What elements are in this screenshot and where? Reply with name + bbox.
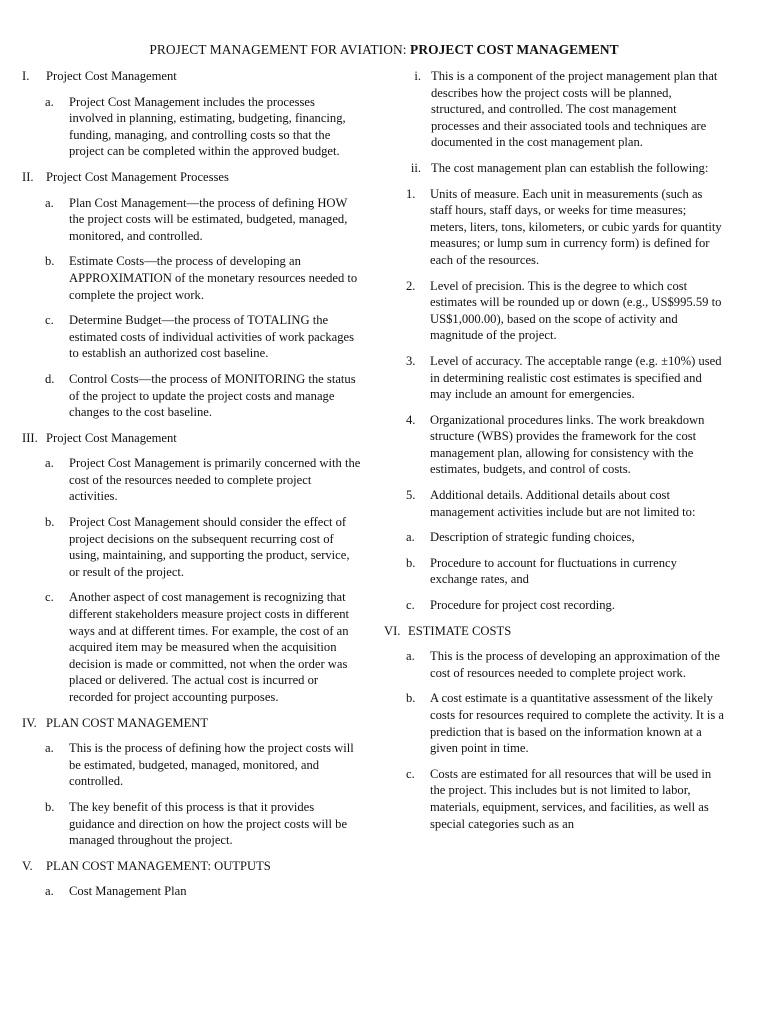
list-item xyxy=(384,160,724,177)
item-text: Another aspect of cost management is recognizing that different stakeholders measure project costs in different ways and at different times. For example, the cost of an acquired item may be measured when the acquisition decision is made or committed, not when the order was placed or delivered. The actual cost is incurred or recorded for project accounting purposes. xyxy=(69,590,349,704)
item-letter: c. xyxy=(406,598,415,613)
item-letter: b. xyxy=(45,799,55,814)
section-numeral: VI. xyxy=(384,623,401,638)
list-item xyxy=(384,353,724,403)
section-title: Project Cost Management Processes xyxy=(46,169,229,184)
right-column xyxy=(384,68,724,841)
section-heading xyxy=(22,715,362,732)
list-item xyxy=(384,487,724,520)
section-heading xyxy=(22,430,362,447)
item-text: Description of strategic funding choices, xyxy=(430,530,635,545)
list-item xyxy=(22,514,362,580)
item-text: Costs are estimated for all resources that will be used in the project. This includes but is not limited to labor, materials, equipment, services, and facilities, as well as special categories such as an xyxy=(430,766,712,831)
item-numeral: ii. xyxy=(410,160,421,175)
item-letter: d. xyxy=(45,371,55,386)
list-item xyxy=(22,799,362,849)
list-item xyxy=(384,412,724,478)
item-letter: a. xyxy=(45,195,54,210)
item-letter: a. xyxy=(45,456,54,471)
list-item xyxy=(384,690,724,756)
item-text: This is the process of developing an approximation of the cost of resources needed to complete project work. xyxy=(430,649,720,680)
list-item xyxy=(384,186,724,269)
list-item xyxy=(22,94,362,160)
section-title: PLAN COST MANAGEMENT xyxy=(46,715,209,730)
section-heading xyxy=(384,623,724,640)
list-item xyxy=(22,312,362,362)
item-letter: a. xyxy=(45,741,54,756)
list-item xyxy=(22,740,362,790)
item-text: Control Costs—the process of MONITORING the status of the project to update the project costs and manage changes to the cost baseline. xyxy=(69,371,356,420)
list-item xyxy=(384,648,724,681)
list-item xyxy=(384,597,724,614)
item-letter: c. xyxy=(406,766,415,781)
list-item xyxy=(384,529,724,546)
section-numeral: I. xyxy=(22,69,30,83)
list-item xyxy=(384,278,724,344)
item-text: Determine Budget—the process of TOTALING the estimated costs of individual activities of work packages to establish an authorized cost baseline. xyxy=(69,313,355,361)
section-numeral: II. xyxy=(22,169,34,184)
item-text: Cost Management Plan xyxy=(69,884,187,899)
list-item xyxy=(384,68,724,151)
list-item xyxy=(22,195,362,245)
item-letter: b. xyxy=(406,691,416,706)
section-numeral: V. xyxy=(22,858,33,873)
item-letter: b. xyxy=(45,515,55,530)
section-title: Project Cost Management xyxy=(46,69,177,83)
list-item xyxy=(22,589,362,705)
page-title xyxy=(0,42,768,59)
item-text: The key benefit of this process is that it provides guidance and direction on how the project costs will be managed throughout the project. xyxy=(69,799,348,848)
item-text: The cost management plan can establish the following: xyxy=(431,160,709,175)
section-heading xyxy=(22,858,362,875)
item-text: Plan Cost Management—the process of defining HOW the project costs will be estimated, budgeted, managed, monitored, and controlled. xyxy=(69,195,348,243)
item-numeral: i. xyxy=(414,69,421,83)
section-title: PLAN COST MANAGEMENT: OUTPUTS xyxy=(46,858,271,873)
item-number: 5. xyxy=(406,488,416,503)
item-text: Project Cost Management is primarily concerned with the cost of the resources needed to complete project activities. xyxy=(69,456,361,504)
item-letter: a. xyxy=(406,530,415,545)
item-number: 3. xyxy=(406,353,416,368)
title-bold: PROJECT COST MANAGEMENT xyxy=(410,42,619,57)
item-text: Level of accuracy. The acceptable range (e.g. ±10%) used in determining realistic cost estimates is specified and may include an amount for emergencies. xyxy=(430,353,722,402)
item-text: Procedure to account for fluctuations in currency exchange rates, and xyxy=(430,555,677,587)
section-title: ESTIMATE COSTS xyxy=(408,623,512,638)
section-numeral: III. xyxy=(22,430,38,445)
item-text: This is the process of defining how the project costs will be estimated, budgeted, managed, monitored, and controlled. xyxy=(69,741,354,789)
section-title: Project Cost Management xyxy=(46,430,177,445)
item-letter: c. xyxy=(45,590,54,605)
list-item xyxy=(22,253,362,303)
left-column xyxy=(22,68,362,909)
list-item xyxy=(22,371,362,421)
item-text: Units of measure. Each unit in measurements (such as staff hours, staff days, or weeks for time measures; meters, liters, tons, kilometers, or cubic yards for quantity measures; or lump sum in currency form) is defined for each of the resources. xyxy=(430,186,722,267)
item-text: Estimate Costs—the process of developing an APPROXIMATION of the monetary resources needed to complete the project work. xyxy=(69,254,358,302)
item-text: Organizational procedures links. The work breakdown structure (WBS) provides the framework for the cost management plan, allowing for consistency with the estimates, budgets, and control of costs. xyxy=(430,412,705,477)
list-item xyxy=(22,455,362,505)
item-text: Project Cost Management includes the processes involved in planning, estimating, budgeting, financing, funding, managing, and controlling costs so that the project can be completed within the approved budget. xyxy=(69,94,346,159)
item-number: 4. xyxy=(406,412,416,427)
item-text: A cost estimate is a quantitative assessment of the likely costs for resources required to complete the activity. It is a prediction that is based on the information known at a given point in time. xyxy=(430,691,724,756)
item-number: 1. xyxy=(406,186,416,201)
list-item xyxy=(22,883,362,900)
section-heading xyxy=(22,169,362,186)
list-item xyxy=(384,766,724,832)
item-letter: c. xyxy=(45,313,54,328)
item-text: Project Cost Management should consider the effect of project decisions on the subsequent recurring cost of using, maintaining, and supporting the product, service, or result of the project. xyxy=(69,515,350,579)
item-letter: b. xyxy=(45,254,55,269)
item-text: This is a component of the project management plan that describes how the project costs will be planned, structured, and controlled. The cost management processes and their associated tools and techniques are documented in the cost management plan. xyxy=(431,69,718,150)
item-letter: a. xyxy=(406,649,415,664)
item-text: Procedure for project cost recording. xyxy=(430,598,615,613)
item-letter: a. xyxy=(45,94,54,109)
item-number: 2. xyxy=(406,278,416,293)
list-item xyxy=(384,555,724,588)
title-prefix: PROJECT MANAGEMENT FOR AVIATION: xyxy=(149,42,407,57)
section-numeral: IV. xyxy=(22,715,37,730)
item-text: Level of precision. This is the degree to which cost estimates will be rounded up or down (e.g., US$995.59 to US$1,000.00), based on the scope of activity and magnitude of the project. xyxy=(430,278,722,343)
item-letter: a. xyxy=(45,884,54,899)
item-letter: b. xyxy=(406,555,416,570)
section-heading xyxy=(22,68,362,85)
item-text: Additional details. Additional details about cost management activities include but are not limited to: xyxy=(430,488,696,519)
